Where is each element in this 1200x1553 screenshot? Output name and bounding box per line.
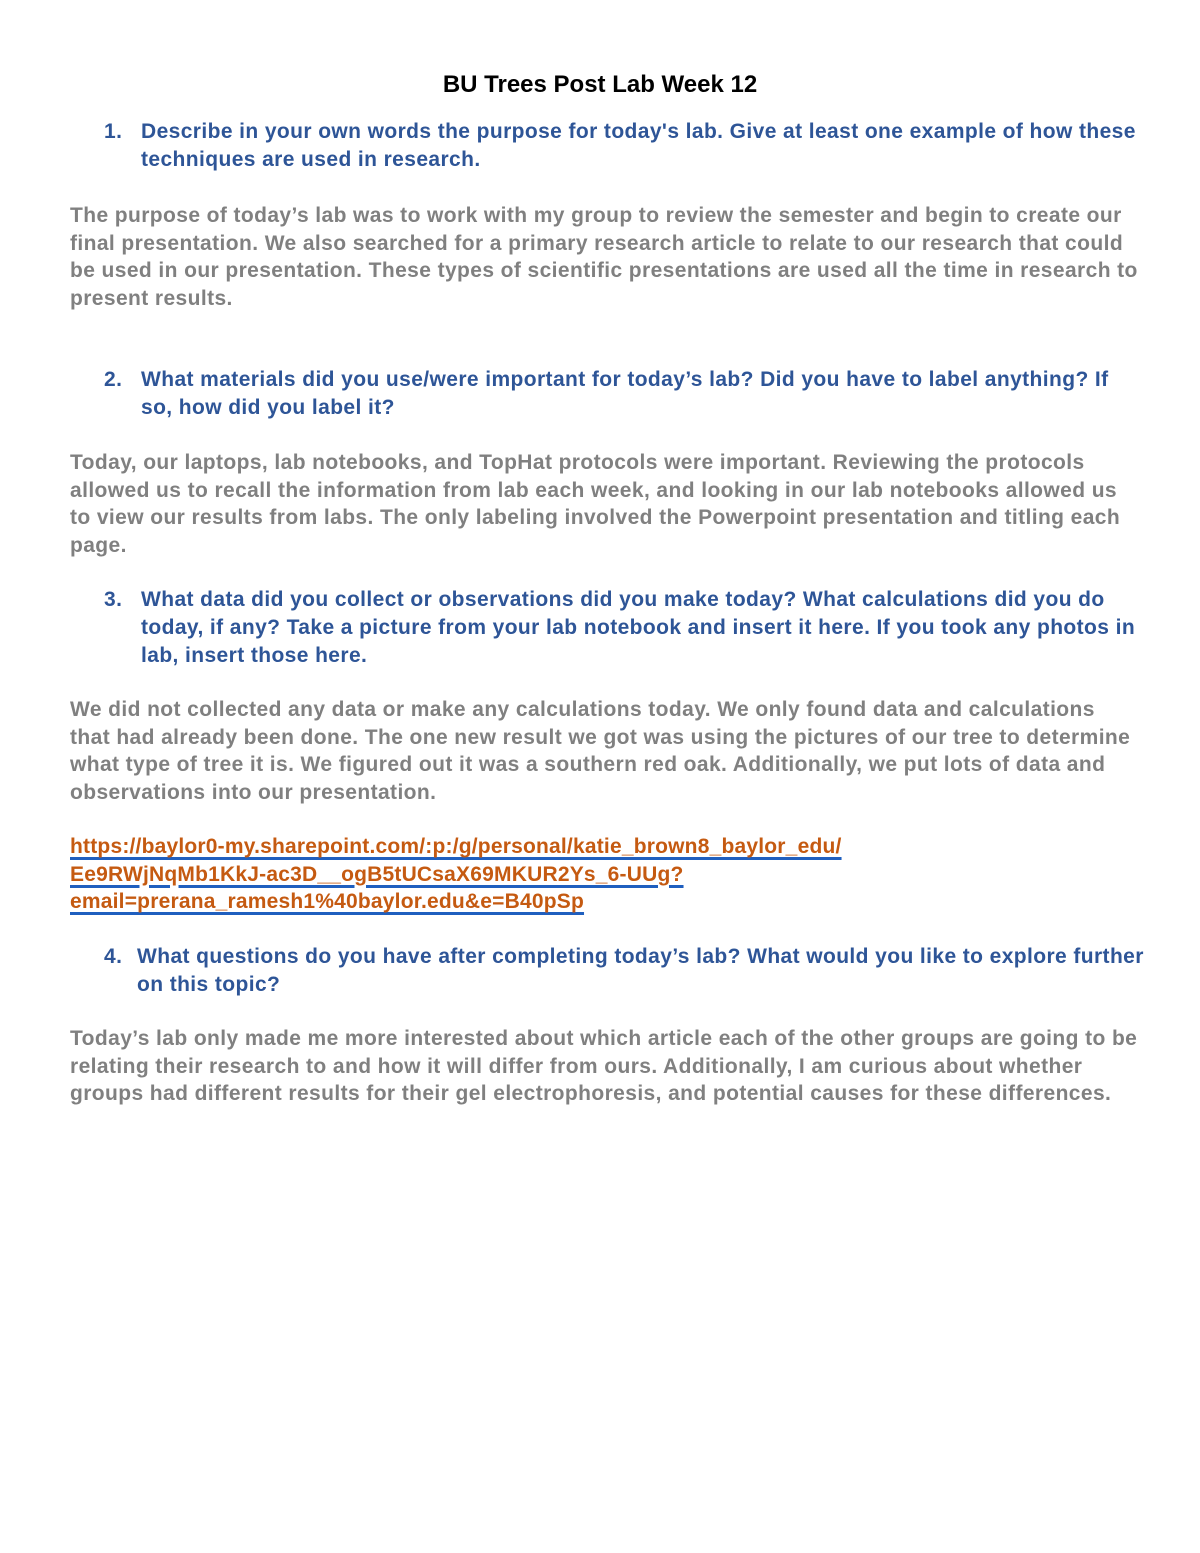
presentation-link-line-3[interactable]: email=prerana_ramesh1%40baylor.edu&e=B40pSp [70,890,585,913]
answer-2: Today, our laptops, lab notebooks, and TopHat protocols were important. Reviewing the protocols allowed us to recall the information from lab each week, and looking in our lab notebooks allowed us to view our results from labs. The only labeling involved the Powerpoint presentation and titling each page. [70,451,1121,557]
answer-3: We did not collected any data or make any calculations today. We only found data and calculations that had already been done. The one new result we got was using the pictures of our tree to determine what type of tree it is. We figured out it was a southern red oak. Additionally, we put lots of data and observations into our presentation. [70,698,1131,804]
question-2-text: What materials did you use/were important for today’s lab? Did you have to label anything? If so, how did you label it? [141,368,1109,419]
question-1-number: 1. [104,120,123,143]
question-3 [104,586,1144,670]
question-1 [104,118,1144,174]
document-title: BU Trees Post Lab Week 12 [442,71,758,98]
answer-1: The purpose of today’s lab was to work with my group to review the semester and begin to create our final presentation. We also searched for a primary research article to relate to our research that could be used in our presentation. These types of scientific presentations are used all the time in research to present results. [70,204,1138,310]
question-4-text: What questions do you have after completing today’s lab? What would you like to explore further on this topic? [137,945,1144,996]
presentation-link-line-2[interactable]: Ee9RWjNqMb1KkJ-ac3D__ogB5tUCsaX69MKUR2Ys_6-UUg? [70,862,684,886]
question-4-number: 4. [104,945,123,968]
question-3-text: What data did you collect or observations did you make today? What calculations did you do today, if any? Take a picture from your lab notebook and insert it here. If you took any photos in lab, insert those here. [141,588,1136,667]
presentation-link-line-1[interactable]: https://baylor0-my.sharepoint.com/:p:/g/personal/katie_brown8_baylor_edu/ [70,835,842,858]
question-1-text: Describe in your own words the purpose for today's lab. Give at least one example of how these techniques are used in research. [141,120,1136,171]
question-4 [104,943,1144,999]
presentation-link[interactable] [70,833,1070,916]
answer-4: Today’s lab only made me more interested about which article each of the other groups are going to be relating their research to and how it will differ from ours. Additionally, I am curious about whether groups had different results for their gel electrophoresis, and potential causes for these differences. [70,1027,1138,1105]
question-3-number: 3. [104,588,123,611]
question-2-number: 2. [104,368,123,391]
question-2 [104,366,1144,422]
